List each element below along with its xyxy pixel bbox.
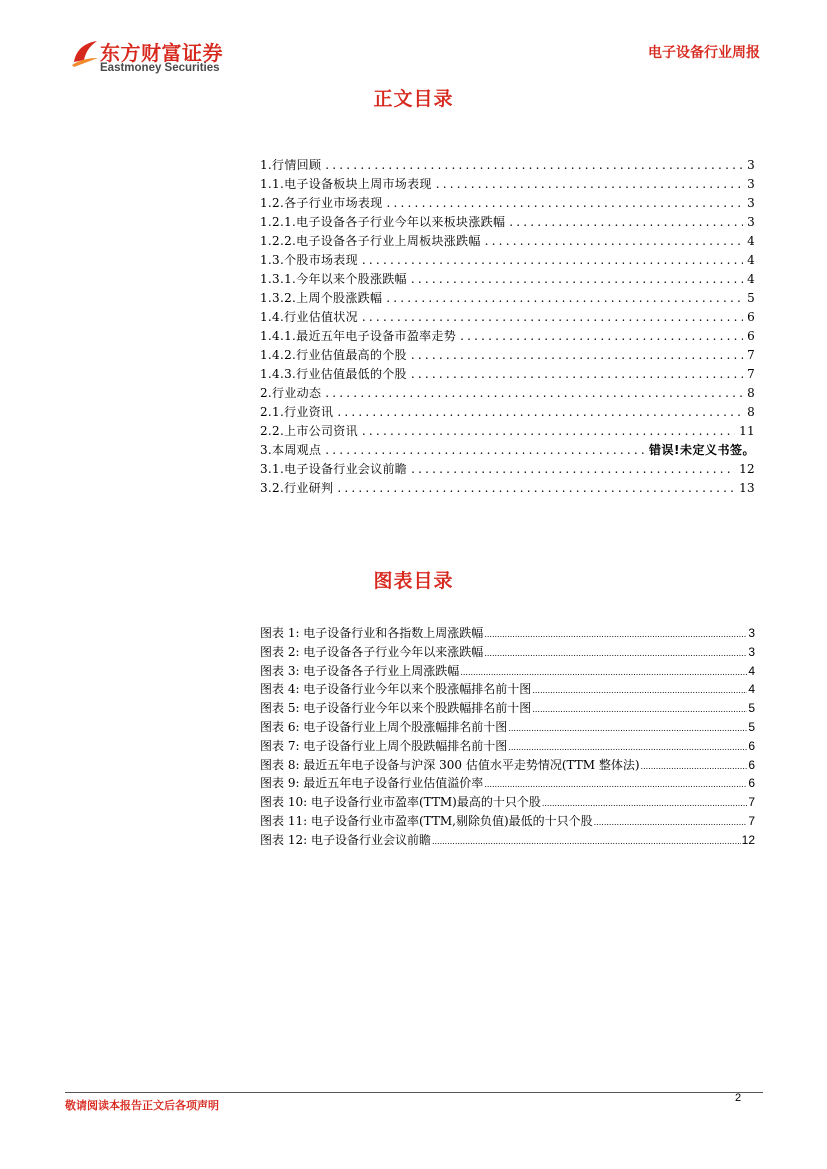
toc-entry[interactable]: [260, 175, 755, 194]
dot-leader: [325, 441, 645, 460]
toc-entry-title: 2.1.行业资讯: [260, 405, 334, 419]
dot-leader: [325, 156, 743, 175]
toc-entry-title: 1.1.电子设备板块上周市场表现: [260, 177, 432, 191]
toc-entry[interactable]: [260, 270, 755, 289]
toc-entry[interactable]: [260, 422, 755, 441]
logo-chinese-name: 东方财富证券: [100, 41, 223, 65]
dot-leader: [484, 645, 747, 664]
dot-leader: [594, 814, 748, 833]
dot-leader: [484, 626, 747, 645]
toc-entry-title: 2.行业动态: [260, 386, 322, 400]
figure-entry-title: 图表 4: 电子设备行业今年以来个股涨幅排名前十图: [260, 682, 532, 697]
dot-leader: [362, 422, 735, 441]
toc-entry[interactable]: [260, 156, 755, 175]
dot-leader: [411, 365, 743, 384]
dot-leader: [508, 720, 747, 739]
figure-entry-page: 7: [748, 813, 755, 828]
figure-entry-title: 图表 5: 电子设备行业今年以来个股跌幅排名前十图: [260, 701, 532, 716]
figure-entry[interactable]: [260, 793, 755, 812]
footer-disclaimer: 敬请阅读本报告正文后各项声明: [65, 1099, 219, 1112]
toc-entry-page: 11: [739, 424, 755, 438]
toc-entry-page: 6: [747, 310, 755, 324]
dot-leader: [532, 682, 747, 701]
figure-entry[interactable]: [260, 774, 755, 793]
toc-entry-title: 2.2.上市公司资讯: [260, 424, 358, 438]
page-header: [70, 36, 760, 80]
toc-entry-title: 1.3.1.今年以来个股涨跌幅: [260, 272, 407, 286]
figure-entry-title: 图表 7: 电子设备行业上周个股跌幅排名前十图: [260, 738, 508, 753]
dot-leader: [325, 384, 743, 403]
figure-entry[interactable]: [260, 718, 755, 737]
report-type-label: 电子设备行业周报: [648, 45, 760, 61]
toc-entry-page: 8: [747, 405, 755, 419]
toc-entry[interactable]: [260, 365, 755, 384]
dot-leader: [337, 479, 735, 498]
toc-entry[interactable]: [260, 441, 755, 460]
toc-entry-title: 1.行情回顾: [260, 158, 322, 172]
dot-leader: [436, 175, 743, 194]
figure-entry-title: 图表 8: 最近五年电子设备与沪深 300 估值水平走势情况(TTM 整体法): [260, 757, 640, 772]
list-of-figures: [260, 624, 755, 850]
dot-leader: [485, 232, 743, 251]
toc-entry[interactable]: [260, 384, 755, 403]
toc-entry-page: 3: [747, 177, 755, 191]
figure-entry-page: 4: [748, 682, 755, 697]
toc-entry-page: 6: [747, 329, 755, 343]
toc-entry[interactable]: [260, 232, 755, 251]
toc-entry-title: 1.3.个股市场表现: [260, 253, 358, 267]
figure-entry[interactable]: [260, 756, 755, 775]
toc-entry-title: 1.2.2.电子设备各子行业上周板块涨跌幅: [260, 234, 481, 248]
figures-title: 图表目录: [373, 570, 454, 592]
dot-leader: [411, 346, 743, 365]
figure-entry-title: 图表 6: 电子设备行业上周个股涨幅排名前十图: [260, 719, 508, 734]
toc-entry-page: 3: [747, 158, 755, 172]
toc-entry[interactable]: [260, 213, 755, 232]
figure-entry-page: 3: [748, 644, 755, 659]
toc-entry-title: 1.4.行业估值状况: [260, 310, 358, 324]
toc-entry-title: 1.4.2.行业估值最高的个股: [260, 348, 407, 362]
figure-entry-page: 6: [748, 776, 755, 791]
figure-entry[interactable]: [260, 699, 755, 718]
dot-leader: [362, 308, 743, 327]
toc-entry[interactable]: [260, 308, 755, 327]
dot-leader: [337, 403, 743, 422]
figure-entry-title: 图表 11: 电子设备行业市盈率(TTM,剔除负值)最低的十只个股: [260, 813, 593, 828]
figure-entry[interactable]: [260, 737, 755, 756]
dot-leader: [432, 833, 741, 852]
figure-entry-title: 图表 10: 电子设备行业市盈率(TTM)最高的十只个股: [260, 795, 541, 810]
dot-leader: [641, 758, 748, 777]
toc-entry-page: 错误!未定义书签。: [649, 443, 755, 457]
dot-leader: [460, 327, 743, 346]
figure-entry[interactable]: [260, 624, 755, 643]
toc-entry-page: 13: [739, 481, 755, 495]
dot-leader: [386, 289, 743, 308]
figure-entry[interactable]: [260, 643, 755, 662]
figure-entry[interactable]: [260, 812, 755, 831]
toc-entry-page: 7: [747, 367, 755, 381]
page-number: 2: [735, 1092, 742, 1104]
figure-entry[interactable]: [260, 662, 755, 681]
eastmoney-logo-icon: [70, 38, 100, 68]
toc-entry-page: 4: [747, 272, 755, 286]
toc-entry-title: 1.4.3.行业估值最低的个股: [260, 367, 407, 381]
figure-entry-page: 5: [748, 701, 755, 716]
eastmoney-logo: [70, 36, 270, 80]
dot-leader: [509, 213, 743, 232]
toc-entry[interactable]: [260, 403, 755, 422]
toc-entry[interactable]: [260, 289, 755, 308]
toc-entry-page: 7: [747, 348, 755, 362]
figure-entry-title: 图表 1: 电子设备行业和各指数上周涨跌幅: [260, 626, 484, 640]
toc-entry-page: 4: [747, 234, 755, 248]
figure-entry-title: 图表 12: 电子设备行业会议前瞻: [260, 832, 431, 847]
figure-entry-page: 7: [748, 795, 755, 810]
figure-entry-page: 3: [748, 626, 755, 640]
toc-entry[interactable]: [260, 251, 755, 270]
figure-entry-page: 4: [748, 663, 755, 678]
dot-leader: [532, 701, 747, 720]
toc-entry-title: 3.本周观点: [260, 443, 322, 457]
toc-entry-title: 1.2.1.电子设备各子行业今年以来板块涨跌幅: [260, 215, 506, 229]
figure-entry-page: 5: [748, 719, 755, 734]
toc-entry-title: 1.2.各子行业市场表现: [260, 196, 383, 210]
dot-leader: [362, 251, 743, 270]
toc-entry-page: 5: [747, 291, 755, 305]
figure-entry-page: 12: [741, 832, 755, 847]
figure-entry[interactable]: [260, 680, 755, 699]
toc-entry-title: 1.3.2.上周个股涨跌幅: [260, 291, 383, 305]
footer-divider: [65, 1092, 763, 1093]
toc-entry-title: 1.4.1.最近五年电子设备市盈率走势: [260, 329, 457, 343]
toc-entry-page: 8: [747, 386, 755, 400]
toc-entry-title: 3.2.行业研判: [260, 481, 334, 495]
figure-entry[interactable]: [260, 831, 755, 850]
toc-entry[interactable]: [260, 194, 755, 213]
figure-entry-page: 6: [748, 738, 755, 753]
figure-entry-title: 图表 9: 最近五年电子设备行业估值溢价率: [260, 776, 484, 791]
toc-entry[interactable]: [260, 346, 755, 365]
toc-entry-page: 12: [739, 462, 755, 476]
figure-entry-title: 图表 2: 电子设备各子行业今年以来涨跌幅: [260, 644, 484, 659]
toc-title: 正文目录: [373, 88, 454, 110]
dot-leader: [411, 270, 743, 289]
toc-entry-page: 4: [747, 253, 755, 267]
toc-entry-title: 3.1.电子设备行业会议前瞻: [260, 462, 408, 476]
logo-english-name: Eastmoney Securities: [100, 62, 220, 74]
figure-entry-title: 图表 3: 电子设备各子行业上周涨跌幅: [260, 663, 460, 678]
dot-leader: [411, 460, 735, 479]
dot-leader: [387, 194, 744, 213]
toc-entry-page: 3: [747, 196, 755, 210]
toc-entry[interactable]: [260, 479, 755, 498]
toc-entry[interactable]: [260, 460, 755, 479]
figure-entry-page: 6: [748, 757, 755, 772]
toc-entry[interactable]: [260, 327, 755, 346]
table-of-contents: [260, 156, 755, 498]
toc-entry-page: 3: [747, 215, 755, 229]
